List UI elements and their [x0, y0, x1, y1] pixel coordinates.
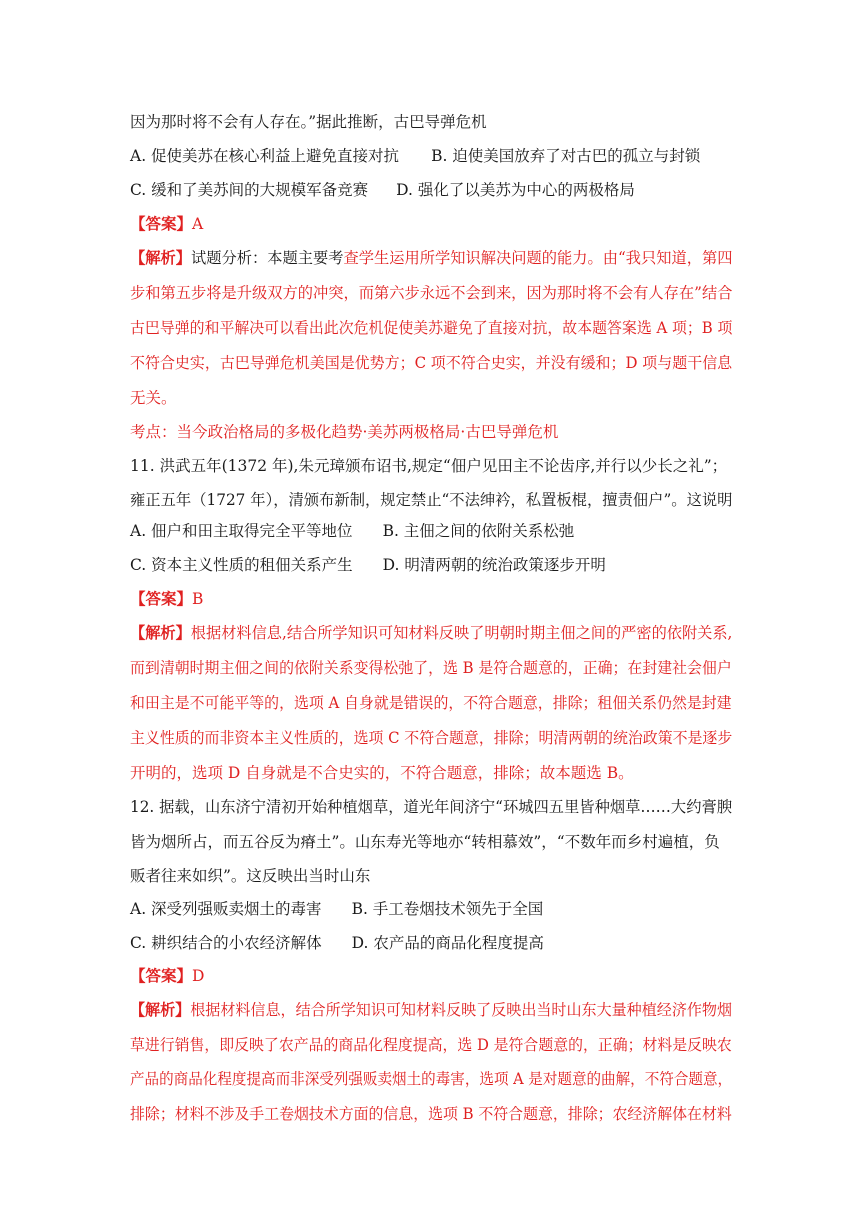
q12-option-d: D. 农产品的商品化程度提高: [351, 934, 544, 952]
analysis-text: 根据材料信息，结合所学知识可知材料反映了反映出当时山东大量种植经济作物烟: [190, 1001, 733, 1019]
answer-value: D: [192, 967, 205, 985]
q10-analysis-line-1: [130, 248, 732, 268]
q11-analysis-line-1: [130, 623, 732, 643]
q10-analysis-line-5: 无关。: [130, 389, 177, 407]
q10-kaodian: 考点：当今政治格局的多极化趋势·美苏两极格局·古巴导弹危机: [130, 423, 559, 441]
q12-analysis-line-2: 草进行销售，即反映了农产品的商品化程度提高，选 D 是符合题意的，正确；材料是反映农: [130, 1036, 732, 1054]
answer-value: A: [192, 215, 204, 233]
answer-tag: 【答案】: [130, 966, 193, 985]
q11-stem-line-1: 11. 洪武五年(1372 年),朱元璋颁布诏书,规定“佃户见田主不论齿序,并行以少长之礼”；: [130, 457, 728, 475]
q10-options-ab: [130, 146, 700, 166]
q12-analysis-line-3: 产品的商品化程度提高而非深受列强贩卖烟土的毒害，选项 A 是对题意的曲解，不符合题意，: [130, 1070, 733, 1088]
q12-analysis-line-4: 排除；材料不涉及手工卷烟技术方面的信息，选项 B 不符合题意，排除；农经济解体在材料: [130, 1105, 732, 1123]
q12-analysis-line-1: [130, 1000, 732, 1020]
q11-analysis-line-2: 而到清朝时期主佃之间的依附关系变得松弛了，选 B 是符合题意的，正确；在封建社会佃户: [130, 659, 732, 677]
q10-analysis-line-4: 不符合史实，古巴导弹危机美国是优势方；C 项不符合史实，并没有缓和；D 项与题干信息: [130, 354, 733, 372]
q10-stem: 因为那时将不会有人存在。”据此推断，古巴导弹危机: [130, 113, 487, 131]
analysis-text: 根据材料信息,结合所学知识可知材料反映了明朝时期主佃之间的严密的依附关系,: [190, 624, 733, 642]
q10-option-a: A. 促使美苏在核心利益上避免直接对抗: [130, 147, 400, 165]
q12-options-ab: [130, 899, 543, 919]
q11-analysis-line-3: 和田主是不可能平等的，选项 A 自身就是错误的，不符合题意，排除；租佃关系仍然是封建: [130, 694, 732, 712]
q12-stem-line-2: 皆为烟所占，而五谷反为瘠土”。山东寿光等地亦“转相慕效”，“不数年而乡村遍植，负: [130, 833, 720, 851]
analysis-tag: 【解析】: [130, 1000, 191, 1019]
q11-options-cd: [130, 555, 606, 575]
q11-option-b: B. 主佃之间的依附关系松弛: [382, 522, 575, 540]
q11-option-c: C. 资本主义性质的租佃关系产生: [130, 556, 353, 574]
q12-stem-line-3: 贩者往来如织”。这反映出当时山东: [130, 867, 371, 885]
q10-analysis-line-3: 古巴导弹的和平解决可以看出此次危机促使美苏避免了直接对抗，故本题答案选 A 项；B 项: [130, 319, 733, 337]
q10-option-d: D. 强化了以美苏为中心的两极格局: [396, 181, 635, 199]
q10-options-cd: [130, 180, 635, 200]
q12-answer: [130, 966, 204, 986]
q11-analysis-line-4: 主义性质的而非资本主义性质的，选项 C 不符合题意，排除；明清两朝的统治政策不是逐步: [130, 729, 733, 747]
q10-analysis-line-2: 步和第五步将是升级双方的冲突，而第六步永远不会到来，因为那时将不会有人存在”结合: [130, 284, 733, 302]
q11-option-a: A. 佃户和田主取得完全平等地位: [130, 522, 353, 540]
answer-tag: 【答案】: [130, 214, 193, 233]
q12-option-b: B. 手工卷烟技术领先于全国: [351, 900, 544, 918]
analysis-text: 查学生运用所学知识解决问题的能力。由“我只知道，第四: [343, 249, 733, 267]
q10-answer: [130, 214, 203, 234]
q11-stem-line-2: 雍正五年（1727 年），清颁布新制，规定禁止“不法绅衿，私置板棍，擅责佃户”。这说明: [130, 491, 733, 509]
q12-option-a: A. 深受列强贩卖烟土的毒害: [130, 900, 322, 918]
answer-tag: 【答案】: [130, 589, 193, 608]
q10-option-b: B. 迫使美国放弃了对古巴的孤立与封锁: [431, 147, 701, 165]
analysis-tag: 【解析】: [130, 623, 191, 642]
answer-value: B: [192, 590, 204, 608]
analysis-tag: 【解析】: [130, 248, 192, 267]
q12-option-c: C. 耕织结合的小农经济解体: [130, 934, 322, 952]
q12-options-cd: [130, 933, 544, 953]
q12-stem-line-1: 12. 据载，山东济宁清初开始种植烟草，道光年间济宁“环城四五里皆种烟草……大约膏腴: [130, 798, 733, 816]
q11-analysis-line-5: 开明的，选项 D 自身就是不合史实的，不符合题意，排除；故本题选 B。: [130, 764, 634, 782]
q11-option-d: D. 明清两朝的统治政策逐步开明: [382, 556, 606, 574]
q11-options-ab: [130, 521, 574, 541]
analysis-lead: 试题分析：本题主要考: [191, 249, 344, 267]
q11-answer: [130, 589, 203, 609]
q10-option-c: C. 缓和了美苏间的大规模军备竞赛: [130, 181, 369, 199]
